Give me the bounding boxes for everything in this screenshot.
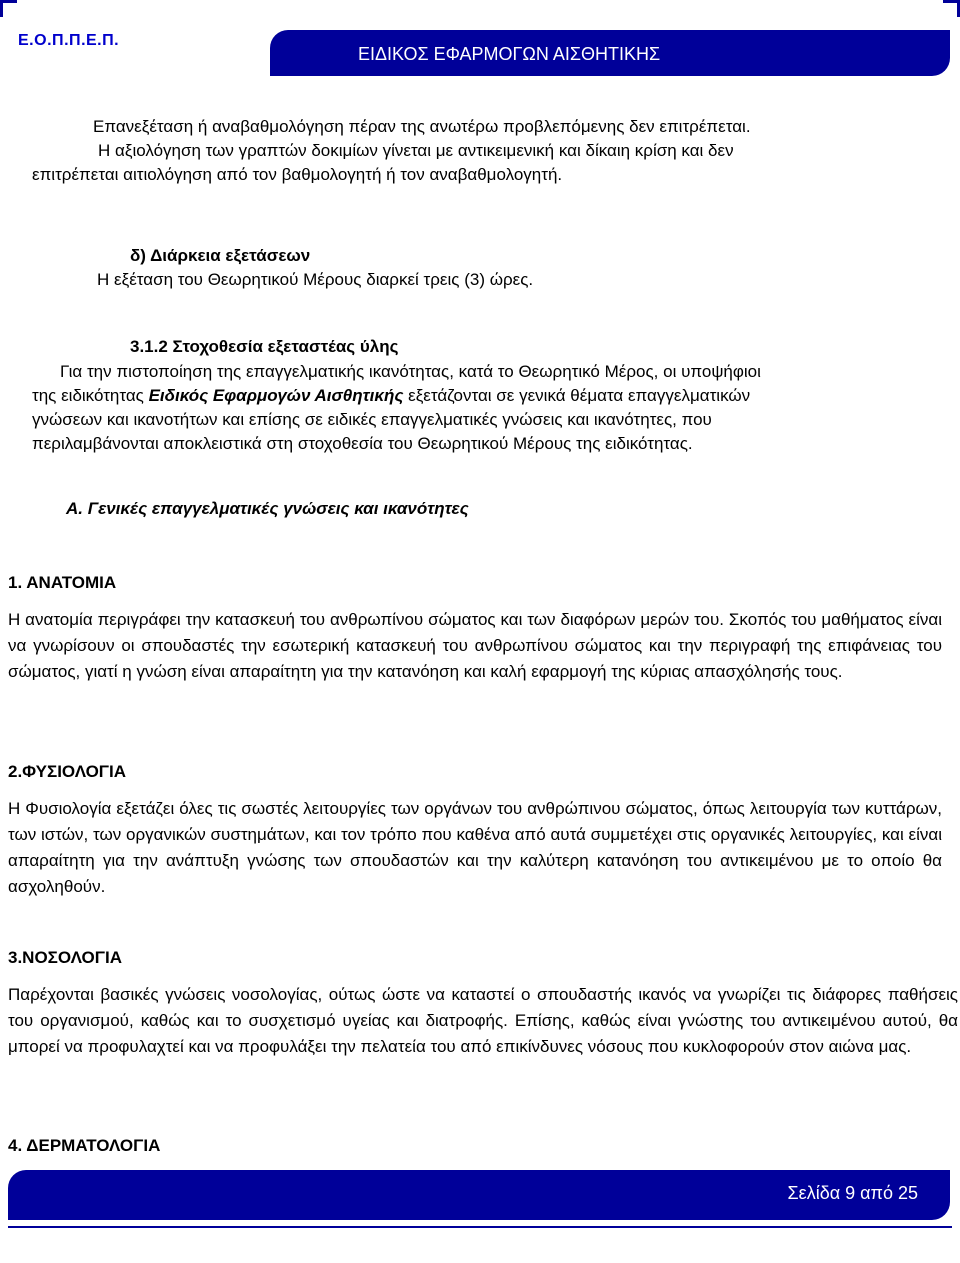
intro-line-1: Επανεξέταση ή αναβαθμολόγηση πέραν της ανωτέρω προβλεπόμενης δεν επιτρέπεται. — [93, 117, 751, 136]
header-organization: Ε.Ο.Π.Π.Ε.Π. — [18, 32, 120, 49]
duration-text: Η εξέταση του Θεωρητικού Μέρους διαρκεί τρεις (3) ώρες. — [97, 270, 534, 289]
header-title: ΕΙΔΙΚΟΣ ΕΦΑΡΜΟΓΩΝ ΑΙΣΘΗΤΙΚΗΣ — [358, 44, 661, 64]
section-line-2 — [32, 384, 750, 408]
page-corner-top-right — [943, 0, 960, 17]
specialty-name: Ειδικός Εφαρμογών Αισθητικής — [148, 386, 404, 405]
section-line-3: γνώσεων και ικανοτήτων και επίσης σε ειδικές επαγγελματικές γνώσεις και ικανότητες, που — [32, 410, 712, 429]
topic-title: 2.ΦΥΣΙΟΛΟΓΙΑ — [8, 762, 127, 781]
page-corner-top-left — [0, 0, 17, 17]
topic-text: Η Φυσιολογία εξετάζει όλες τις σωστές λειτουργίες των οργάνων του ανθρώπινου σώματος, όπως λειτουργία των κυττάρων, των ιστών, των οργανικών συστημάτων, και τον τρόπο που καθένα από αυτά συμμετέχει στις οργανικές λειτουργίες, και είναι απαραίτητη για την ανάπτυξη γνώσης των σπουδαστών και την καλύτερη κατανόηση του αντικειμένου με το οποίο θα ασχοληθούν. — [8, 799, 942, 896]
duration-heading: δ) Διάρκεια εξετάσεων — [130, 246, 311, 265]
topic-title: 3.ΝΟΣΟΛΟΓΙΑ — [8, 948, 122, 967]
section-line-4: περιλαμβάνονται αποκλειστικά στη στοχοθεσία του Θεωρητικού Μέρους της ειδικότητας. — [32, 434, 693, 453]
section-heading: 3.1.2 Στοχοθεσία εξεταστέας ύλης — [130, 337, 399, 356]
section-line-1: Για την πιστοποίηση της επαγγελματικής ικανότητας, κατά το Θεωρητικό Μέρος, οι υποψήφιοι — [60, 362, 761, 381]
page-number: Σελίδα 9 από 25 — [787, 1183, 918, 1203]
topic-text: Παρέχονται βασικές γνώσεις νοσολογίας, ούτως ώστε να καταστεί ο σπουδαστής ικανός να γνωρίζει τις διάφορες παθήσεις του οργανισμού, καθώς και το συσχετισμό υγείας και διατροφής. Επίσης, καθώς είναι γνώστης του αντικειμένου αυτού, θα μπορεί να προφυλαχτεί και να προφυλάξει την πελατεία του από επικίνδυνες νόσους που κυκλοφορούν στον αιώνα μας. — [8, 985, 958, 1056]
section-line-2-end: εξετάζονται σε γενικά θέματα επαγγελματικών — [403, 386, 751, 405]
subsection-a-heading: Α. Γενικές επαγγελματικές γνώσεις και ικανότητες — [66, 499, 469, 518]
intro-line-2: Η αξιολόγηση των γραπτών δοκιμίων γίνεται με αντικειμενική και δίκαιη κρίση και δεν — [98, 141, 734, 160]
section-line-2-start: της ειδικότητας — [32, 386, 149, 405]
topic-title: 1. ΑΝΑΤΟΜΙΑ — [8, 573, 117, 592]
footer-divider — [8, 1226, 952, 1228]
topic-title: 4. ΔΕΡΜΑΤΟΛΟΓΙΑ — [8, 1136, 161, 1155]
topic-text: Η ανατομία περιγράφει την κατασκευή του ανθρωπίνου σώματος και των διαφόρων μερών του. Σκοπός του μαθήματος είναι να γνωρίσουν οι σπουδαστές την εσωτερική κατασκευή του ανθρωπίνου σώματος και την περιγραφή της επιφάνειας του σώματος, γιατί η γνώση είναι απαραίτητη για την κατανόηση και καλή εφαρμογή της κύριας απασχόλησής τους. — [8, 610, 942, 681]
intro-line-3: επιτρέπεται αιτιολόγηση από τον βαθμολογητή ή τον αναβαθμολογητή. — [32, 165, 563, 184]
